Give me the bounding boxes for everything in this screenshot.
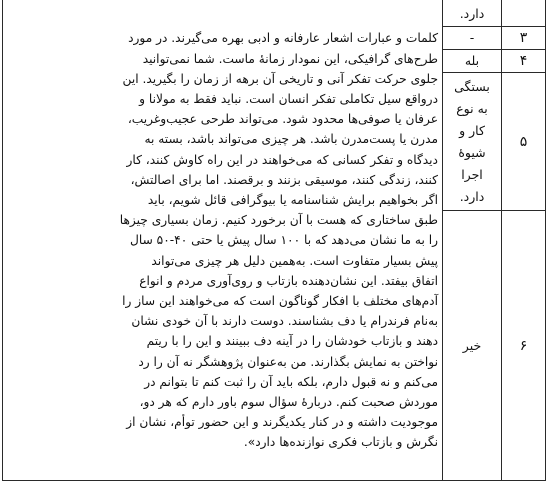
passage-line: نواختن به نمایش بگذارند. من به‌عنوان پژوهشگر نه آن را رد: [138, 354, 438, 369]
row-number-cell: ۴: [502, 50, 546, 73]
passage-line: اتفاق بیفتد. این نشان‌دهنده بازتاب و روی‌آوری مردم و انواع: [139, 273, 438, 288]
table-row: [3, 0, 546, 27]
passage-line: به‌نام فرندرام یا دف بشناسند. دوست دارند با آن خودی نشان: [131, 314, 438, 329]
passage-line: جلوی حرکت تفکر آنی و تاریخی آن برهه از زمان را بگیرید. این: [122, 71, 438, 86]
row-number-cell: ۶: [502, 211, 546, 481]
passage-text: [9, 6, 438, 452]
answer-cell: بله: [443, 50, 502, 73]
passage-line: کنند، زندگی کنند، موسیقی بزنند و برقصند. اما برای اصالتش،: [130, 172, 438, 187]
answer-line: به نوع: [456, 100, 488, 116]
passage-line: دیدگاه و تفکر کسانی که می‌خواهند در این راه کاوش کنند، کار: [126, 152, 438, 167]
passage-line: کلمات و عبارات اشعار عارفانه و ادبی بهره می‌گیرند. در مورد: [128, 31, 438, 46]
passage-line: پیش بسیار متفاوت است. به‌همین دلیل هر چیزی می‌تواند: [151, 253, 438, 268]
passage-line: نگرش و بازتاب فکری نوازنده‌ها دارد».: [243, 435, 438, 450]
passage-line: طبق ساختاری که هست با آن برخورد کنیم. زمان بسیاری چیزها: [119, 213, 438, 228]
passage-line: را به ما نشان می‌دهد که با ۱۰۰ سال پیش یا حتی ۴۰-۵۰ سال: [130, 233, 438, 248]
answer-cell: خیر: [443, 211, 502, 481]
passage-line: اگر بخواهیم برایش شناسنامه یا بیوگرافی قائل شویم، باید: [147, 192, 438, 207]
answer-line: دارد.: [459, 188, 485, 204]
answer-line: کار و: [459, 122, 485, 138]
answer-line: بستگی: [454, 78, 490, 94]
passage-line: موجودیت داشته و در کنار یکدیگرند و این حضور توأم، نشان از: [126, 415, 438, 430]
answer-line: شیوهٔ: [458, 144, 486, 160]
row-number-cell: [502, 0, 546, 27]
passage-cell: [3, 0, 443, 481]
interview-table: [2, 0, 546, 481]
passage-line: عرفان یا صوفی‌ها محدود شود. می‌تواند طرحی عجیب‌وغریب،: [127, 112, 438, 127]
passage-line: آدم‌های مختلف با افکار گوناگون است که می‌خواهند این ساز را: [122, 294, 438, 308]
row-number-cell: ۵: [502, 73, 546, 211]
passage-line: درواقع سیل تکاملی تفکر انسان است. نباید فقط به مولانا و: [139, 91, 438, 106]
answer-cell: [443, 73, 502, 211]
passage-line: مدرن یا پست‌مدرن باشد. هر چیزی می‌تواند باشد، بسته به: [144, 132, 438, 147]
passage-line: می‌کنم و نه قبول دارم، بلکه باید آن را ثبت کنم تا بتوانم در: [144, 374, 438, 389]
answer-cell: [443, 0, 502, 27]
answer-cell: -: [443, 27, 502, 50]
answer-line: دارد.: [459, 5, 485, 21]
row-number-cell: ۳: [502, 27, 546, 50]
passage-line: دهند و بازتاب خودشان را در آینه دف ببینند و این را با ریتم: [146, 334, 438, 349]
passage-line: طرح‌های گرافیکی، این نمودار زمانهٔ ماست. شما نمی‌توانید: [142, 51, 438, 66]
passage-line: موردش صحبت کنم. دربارهٔ سؤال سوم باور دارم که هر دو،: [139, 395, 438, 410]
answer-line: اجرا: [461, 166, 483, 182]
